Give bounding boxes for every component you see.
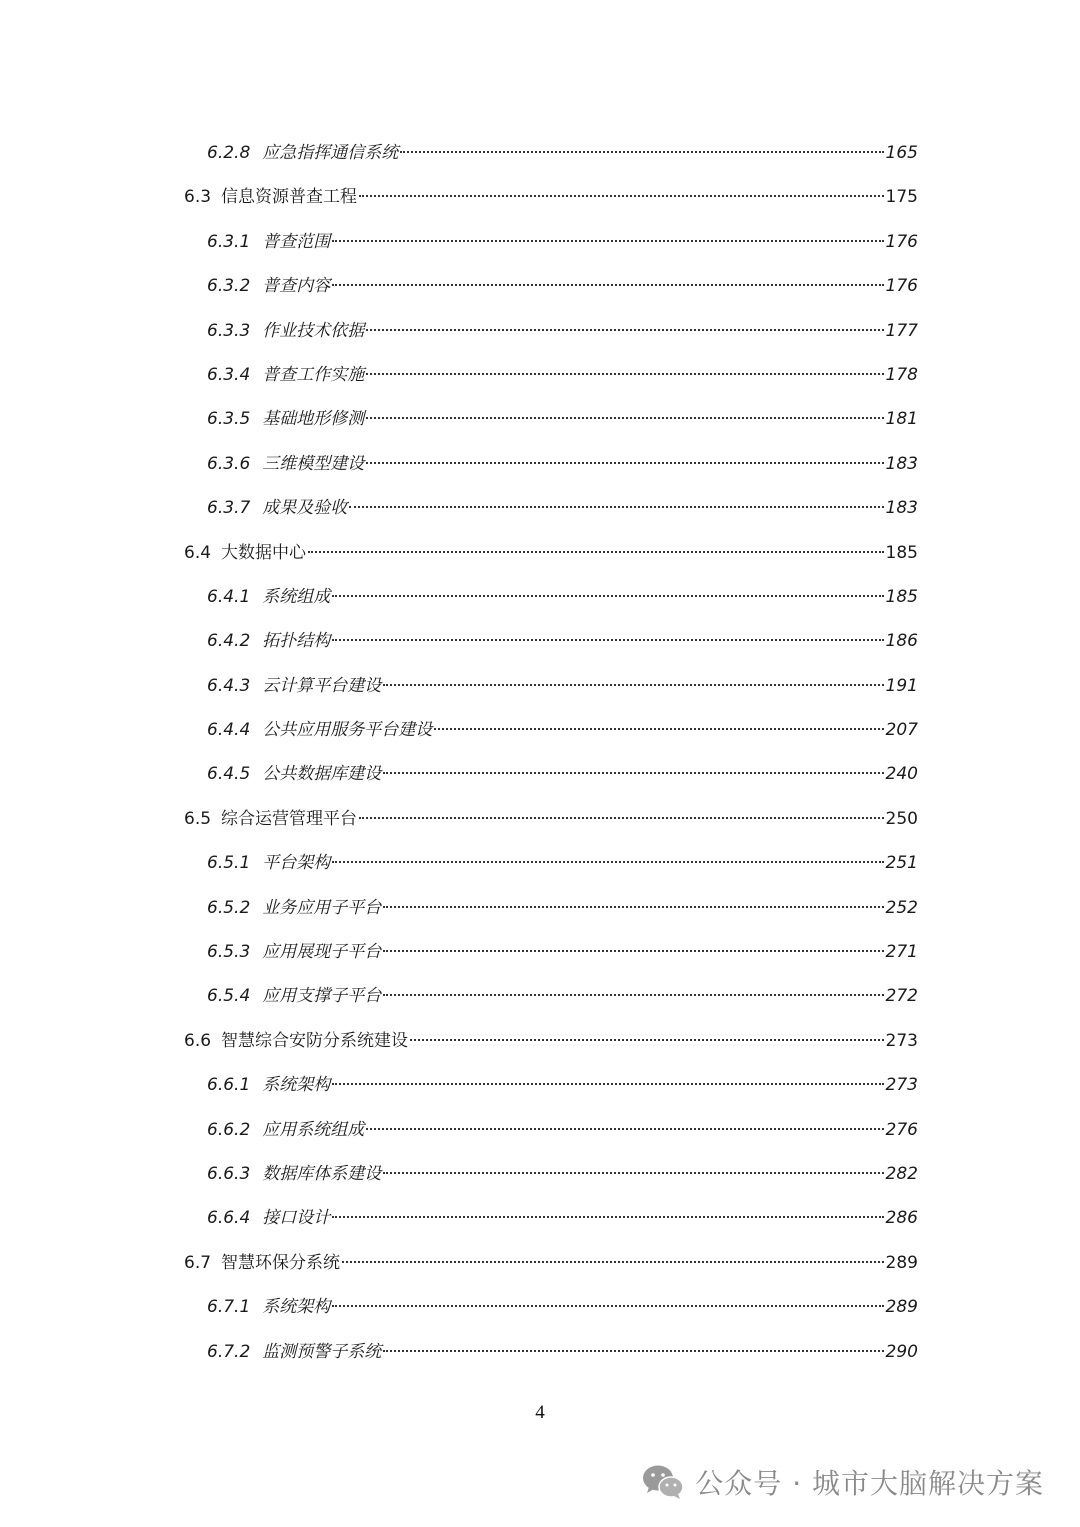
- toc-entry-page: 178: [885, 364, 918, 385]
- toc-entry-page: 272: [885, 986, 918, 1007]
- toc-entry[interactable]: [184, 1196, 918, 1240]
- toc-entry-number: 6.3.7: [207, 498, 251, 519]
- toc-entry[interactable]: [184, 1152, 918, 1196]
- toc-entry-number: 6.3.4: [207, 364, 251, 385]
- toc-entry-number: 6.3.2: [207, 276, 251, 297]
- wechat-icon: [641, 1463, 685, 1501]
- toc-dot-leader: [308, 551, 884, 553]
- toc-entry-page: 289: [885, 1297, 918, 1318]
- toc-entry[interactable]: [184, 974, 918, 1018]
- toc-entry[interactable]: [184, 886, 918, 930]
- toc-dot-leader: [359, 817, 884, 819]
- toc-entry[interactable]: [184, 1019, 918, 1063]
- toc-entry-page: 185: [885, 586, 918, 607]
- toc-dot-leader: [332, 861, 883, 863]
- toc-dot-leader: [359, 195, 884, 197]
- toc-dot-leader: [366, 1128, 883, 1130]
- toc-entry[interactable]: [184, 1241, 918, 1285]
- toc-dot-leader: [366, 417, 883, 419]
- toc-entry[interactable]: [184, 175, 918, 219]
- toc-dot-leader: [332, 639, 883, 641]
- toc-dot-leader: [332, 240, 883, 242]
- toc-entry[interactable]: [184, 397, 918, 441]
- table-of-contents: [184, 131, 918, 1374]
- toc-entry-number: 6.7: [184, 1252, 212, 1273]
- toc-entry[interactable]: [184, 797, 918, 841]
- toc-entry-title: 应急指挥通信系统: [262, 143, 399, 163]
- toc-dot-leader: [383, 994, 883, 996]
- toc-entry[interactable]: [184, 442, 918, 486]
- toc-entry-number: 6.3.5: [207, 409, 251, 430]
- toc-entry[interactable]: [184, 841, 918, 885]
- toc-entry-page: 191: [885, 675, 918, 696]
- toc-entry[interactable]: [184, 664, 918, 708]
- toc-entry-page: 289: [885, 1252, 918, 1273]
- toc-dot-leader: [349, 506, 883, 508]
- toc-entry-title: 作业技术依据: [262, 320, 365, 341]
- toc-entry-title: 数据库体系建设: [262, 1163, 382, 1184]
- toc-dot-leader: [332, 1083, 883, 1085]
- toc-entry-page: 165: [885, 143, 918, 163]
- toc-entry-title: 应用支撑子平台: [262, 986, 382, 1007]
- toc-entry-title: 接口设计: [262, 1208, 331, 1229]
- toc-entry-title: 普查范围: [262, 231, 331, 252]
- toc-entry[interactable]: [184, 486, 918, 530]
- toc-dot-leader: [366, 462, 883, 464]
- toc-entry-number: 6.4.1: [207, 586, 251, 607]
- toc-entry-title: 大数据中心: [221, 542, 307, 563]
- toc-entry-number: 6.4: [184, 542, 212, 563]
- toc-entry-page: 250: [885, 808, 918, 829]
- toc-entry-title: 公共应用服务平台建设: [262, 720, 433, 741]
- toc-entry-number: 6.3: [184, 187, 212, 208]
- toc-entry[interactable]: [184, 619, 918, 663]
- toc-entry-number: 6.3.1: [207, 231, 251, 252]
- toc-dot-leader: [332, 1305, 883, 1307]
- toc-entry[interactable]: [184, 575, 918, 619]
- toc-entry-title: 应用展现子平台: [262, 942, 382, 963]
- toc-entry-page: 186: [885, 631, 918, 652]
- toc-entry-number: 6.2.8: [207, 143, 251, 163]
- toc-entry-page: 273: [885, 1075, 918, 1096]
- toc-entry-title: 拓扑结构: [262, 631, 331, 652]
- toc-dot-leader: [383, 1350, 883, 1352]
- toc-entry[interactable]: [184, 1285, 918, 1329]
- toc-entry-number: 6.7.2: [207, 1341, 251, 1362]
- toc-entry-page: 175: [885, 187, 918, 208]
- toc-entry-number: 6.5.1: [207, 853, 251, 874]
- toc-entry-number: 6.6.1: [207, 1075, 251, 1096]
- toc-entry-title: 基础地形修测: [262, 409, 365, 430]
- toc-entry-title: 三维模型建设: [262, 453, 365, 474]
- toc-entry-page: 290: [885, 1341, 918, 1362]
- watermark-text: 公众号 · 城市大脑解决方案: [695, 1467, 1044, 1500]
- toc-entry[interactable]: [184, 708, 918, 752]
- toc-entry-page: 251: [885, 853, 918, 874]
- toc-entry-page: 181: [885, 409, 918, 430]
- toc-dot-leader: [410, 1039, 884, 1041]
- toc-entry-title: 云计算平台建设: [262, 675, 382, 696]
- toc-entry-number: 6.5.2: [207, 897, 251, 918]
- toc-dot-leader: [332, 284, 883, 286]
- toc-entry-title: 成果及验收: [262, 498, 348, 519]
- toc-entry-number: 6.4.5: [207, 764, 251, 785]
- page-number: 4: [535, 1402, 545, 1423]
- toc-dot-leader: [332, 595, 883, 597]
- toc-entry-page: 252: [885, 897, 918, 918]
- toc-entry-page: 271: [885, 942, 918, 963]
- toc-dot-leader: [383, 1172, 883, 1174]
- toc-entry-number: 6.6.4: [207, 1208, 251, 1229]
- toc-dot-leader: [366, 373, 883, 375]
- toc-entry-title: 综合运营管理平台: [221, 808, 358, 829]
- toc-dot-leader: [332, 1216, 883, 1218]
- toc-entry-number: 6.6.3: [207, 1163, 251, 1184]
- toc-entry[interactable]: [184, 1108, 918, 1152]
- toc-dot-leader: [434, 728, 883, 730]
- toc-dot-leader: [366, 329, 883, 331]
- toc-entry-page: 273: [885, 1030, 918, 1051]
- toc-entry[interactable]: [184, 264, 918, 308]
- toc-entry-title: 业务应用子平台: [262, 897, 382, 918]
- toc-entry[interactable]: [184, 930, 918, 974]
- toc-entry-title: 公共数据库建设: [262, 764, 382, 785]
- toc-dot-leader: [383, 950, 883, 952]
- toc-entry-title: 普查工作实施: [262, 364, 365, 385]
- toc-entry-page: 183: [885, 498, 918, 519]
- toc-entry-title: 应用系统组成: [262, 1119, 365, 1140]
- toc-entry-number: 6.5.3: [207, 942, 251, 963]
- toc-entry[interactable]: [184, 220, 918, 264]
- toc-entry-title: 智慧综合安防分系统建设: [221, 1030, 409, 1051]
- toc-entry[interactable]: [184, 131, 918, 175]
- toc-entry-number: 6.3.6: [207, 453, 251, 474]
- toc-entry[interactable]: [184, 1330, 918, 1374]
- toc-entry[interactable]: [184, 1063, 918, 1107]
- toc-entry-number: 6.5.4: [207, 986, 251, 1007]
- toc-entry-page: 177: [885, 320, 918, 341]
- toc-entry-number: 6.3.3: [207, 320, 251, 341]
- toc-entry[interactable]: [184, 752, 918, 796]
- toc-entry-page: 176: [885, 231, 918, 252]
- toc-entry-page: 176: [885, 276, 918, 297]
- toc-entry[interactable]: [184, 531, 918, 575]
- toc-entry-title: 平台架构: [262, 853, 331, 874]
- toc-entry-page: 276: [885, 1119, 918, 1140]
- watermark: [641, 1462, 1044, 1502]
- toc-dot-leader: [400, 151, 883, 153]
- toc-dot-leader: [342, 1261, 884, 1263]
- toc-entry-number: 6.6: [184, 1030, 212, 1051]
- toc-entry-page: 185: [885, 542, 918, 563]
- toc-entry-title: 系统架构: [262, 1075, 331, 1096]
- toc-entry-number: 6.5: [184, 808, 212, 829]
- toc-entry[interactable]: [184, 309, 918, 353]
- toc-dot-leader: [383, 684, 883, 686]
- toc-entry[interactable]: [184, 353, 918, 397]
- toc-entry-number: 6.4.3: [207, 675, 251, 696]
- toc-entry-number: 6.6.2: [207, 1119, 251, 1140]
- toc-entry-number: 6.4.4: [207, 720, 251, 741]
- toc-dot-leader: [383, 906, 883, 908]
- toc-entry-title: 智慧环保分系统: [221, 1252, 341, 1273]
- toc-entry-title: 信息资源普查工程: [221, 187, 358, 208]
- toc-dot-leader: [383, 772, 883, 774]
- toc-entry-title: 普查内容: [262, 276, 331, 297]
- toc-entry-title: 系统架构: [262, 1297, 331, 1318]
- toc-entry-page: 240: [885, 764, 918, 785]
- toc-entry-page: 286: [885, 1208, 918, 1229]
- toc-entry-title: 监测预警子系统: [262, 1341, 382, 1362]
- toc-entry-page: 183: [885, 453, 918, 474]
- toc-entry-page: 282: [885, 1163, 918, 1184]
- toc-entry-title: 系统组成: [262, 586, 331, 607]
- toc-entry-number: 6.4.2: [207, 631, 251, 652]
- toc-entry-page: 207: [885, 720, 918, 741]
- toc-entry-number: 6.7.1: [207, 1297, 251, 1318]
